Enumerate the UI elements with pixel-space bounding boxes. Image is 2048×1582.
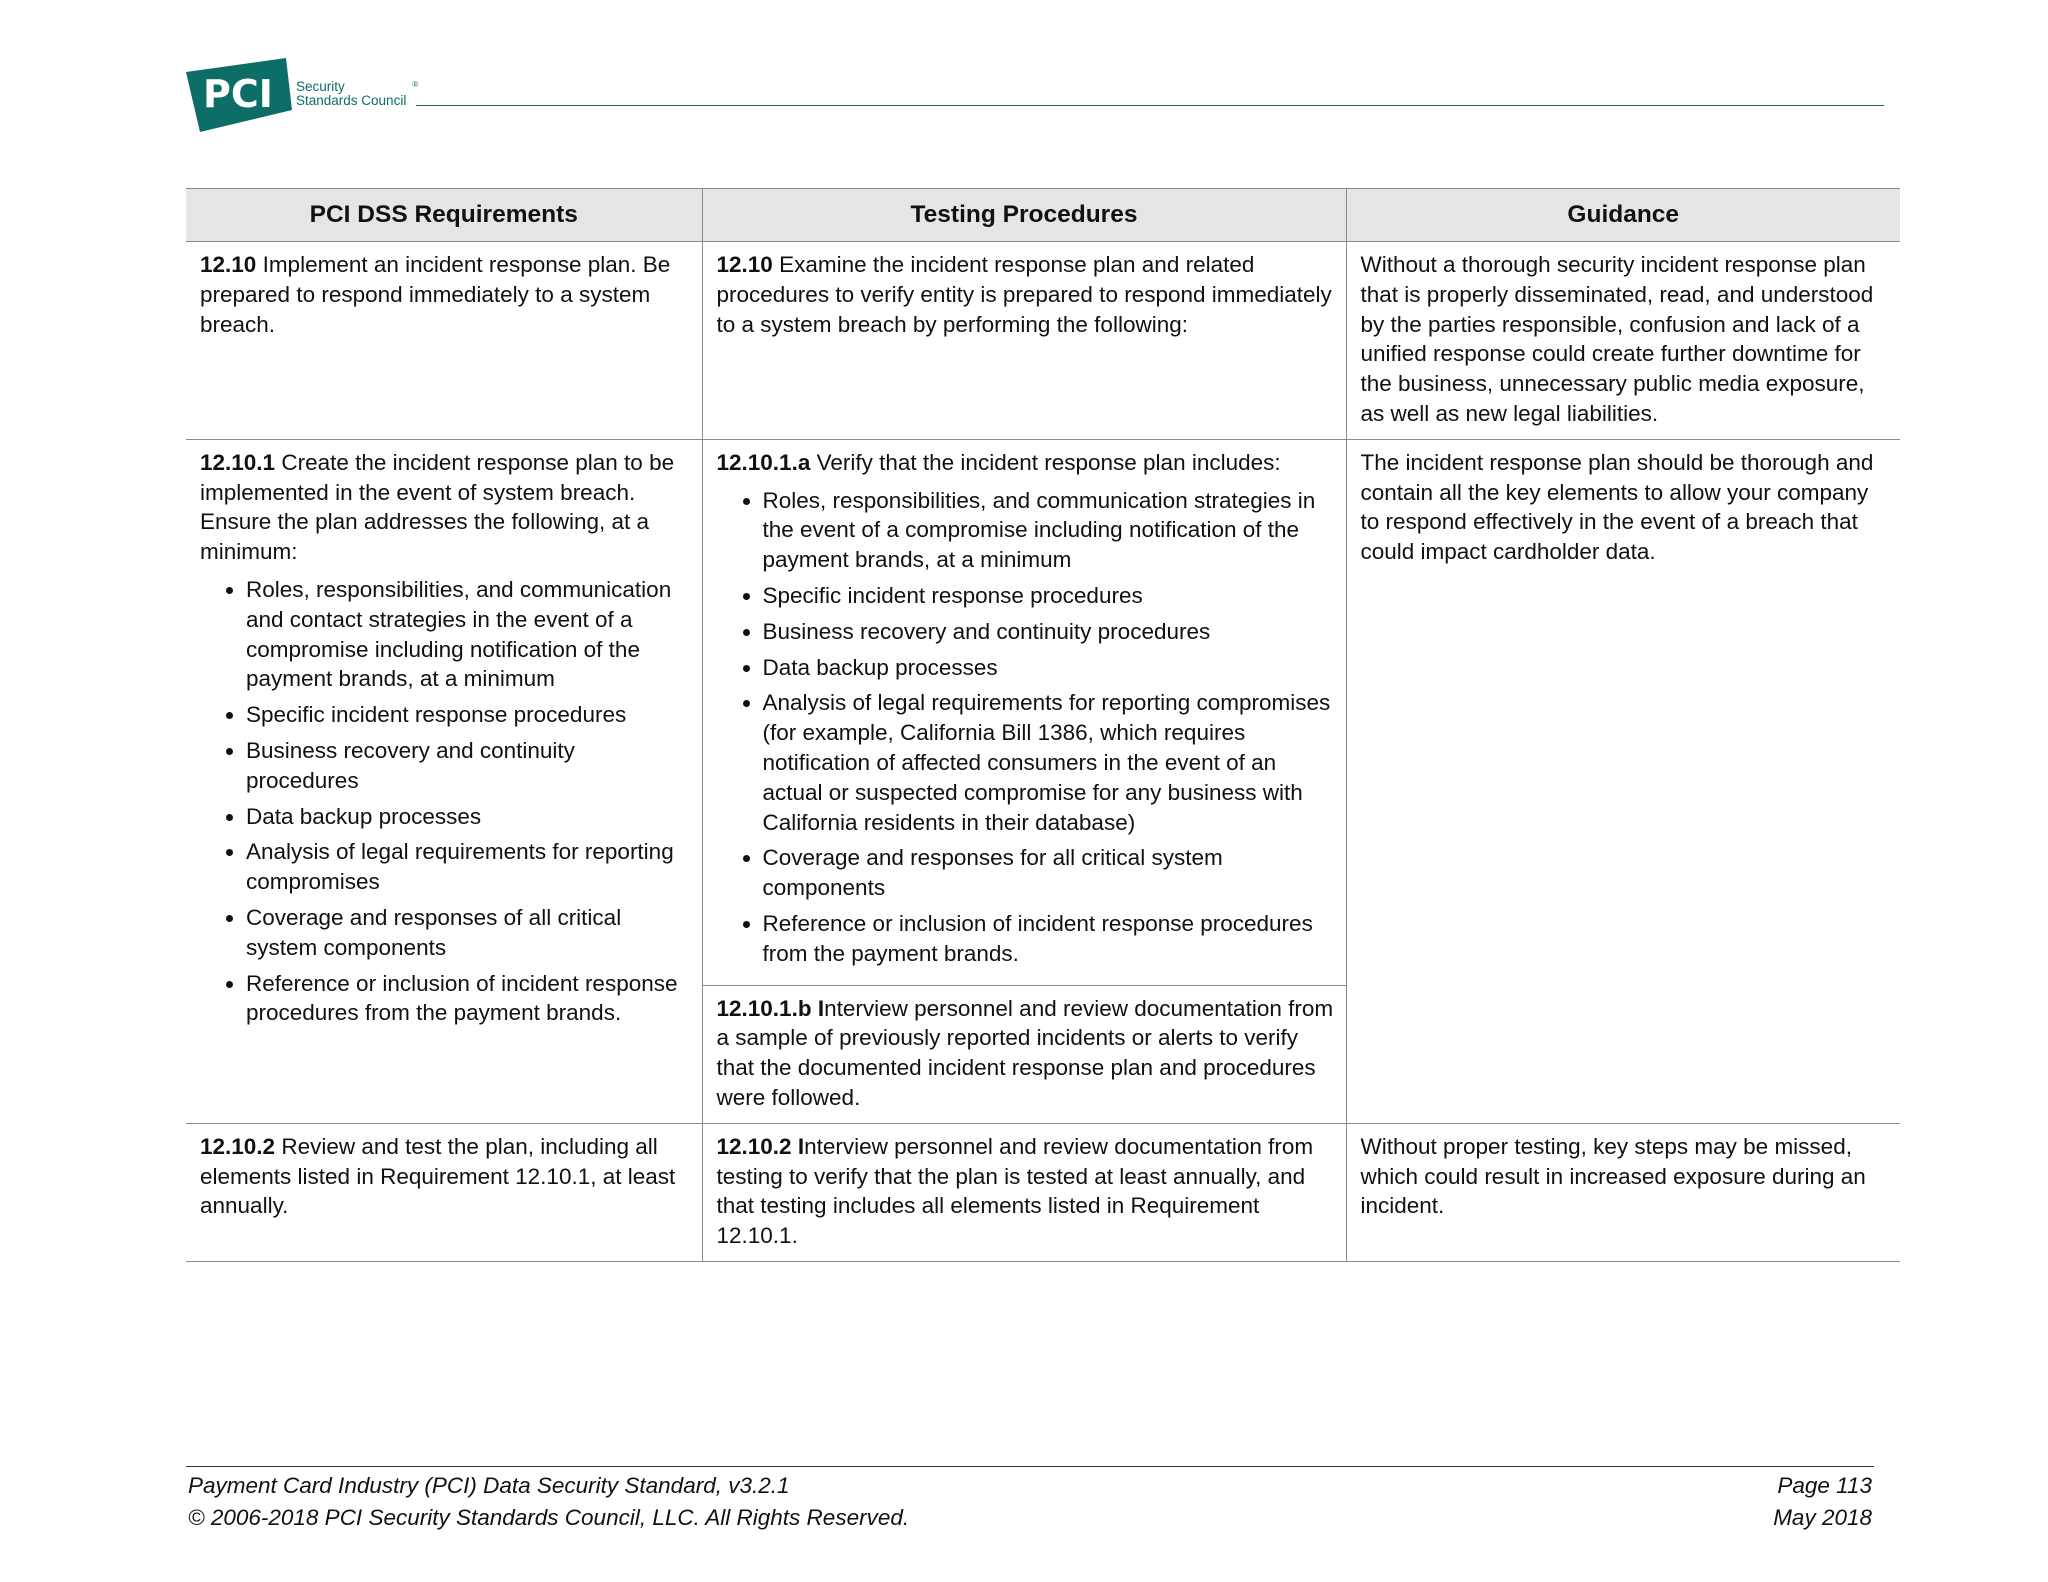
testing-ref: 12.10.1.b I bbox=[716, 995, 825, 1021]
list-item: • Reference or inclusion of incident response procedures from the payment brands. bbox=[246, 969, 690, 1029]
table-row bbox=[186, 1123, 1900, 1261]
list-item: • Business recovery and continuity procedures bbox=[246, 736, 690, 796]
testing-text: Verify that the incident response plan includes: bbox=[810, 449, 1281, 475]
table-row bbox=[186, 242, 1900, 440]
header-pci-dss-requirements: PCI DSS Requirements bbox=[186, 189, 702, 242]
testing-cell bbox=[702, 1123, 1346, 1261]
testing-text: nterview personnel and review documentation from a sample of previously reported incidents or alerts to verify that the documented incident response plan and procedures were followed. bbox=[716, 995, 1334, 1110]
testing-ref: 12.10.1.a bbox=[716, 449, 811, 475]
footer-copyright: © 2006-2018 PCI Security Standards Council, LLC. All Rights Reserved. bbox=[188, 1505, 910, 1530]
header-rule bbox=[416, 105, 1884, 106]
requirement-ref: 12.10.1 bbox=[200, 449, 276, 475]
requirement-ref: 12.10.2 bbox=[200, 1133, 276, 1159]
list-item: • Data backup processes bbox=[246, 802, 690, 832]
header-guidance: Guidance bbox=[1346, 189, 1900, 242]
footer-document-title: Payment Card Industry (PCI) Data Security Standard, v3.2.1 bbox=[188, 1473, 790, 1498]
requirements-table bbox=[186, 188, 1900, 1262]
footer-date: May 2018 bbox=[1773, 1505, 1872, 1530]
testing-text: Examine the incident response plan and related procedures to verify entity is prepared to respond immediately to a system breach by performing the following: bbox=[716, 252, 1332, 337]
guidance-cell bbox=[1346, 1123, 1900, 1261]
requirement-ref: 12.10 bbox=[200, 252, 257, 277]
list-item: • Roles, responsibilities, and communication strategies in the event of a compromise including notification of the payment brands, at a minimum bbox=[763, 486, 1334, 575]
testing-ref: 12.10.2 I bbox=[716, 1133, 805, 1159]
list-item: • Specific incident response procedures bbox=[246, 700, 690, 730]
registered-mark: ® bbox=[412, 80, 419, 89]
requirement-cell bbox=[186, 439, 702, 1123]
guidance-text: The incident response plan should be thorough and contain all the key elements to allow your company to respond effectively in the event of a breach that could impact cardholder data. bbox=[1360, 449, 1874, 565]
testing-text: nterview personnel and review documentation from testing to verify that the plan is tested at least annually, and that testing includes all elements listed in Requirement 12.10.1. bbox=[716, 1133, 1314, 1249]
requirement-text: Implement an incident response plan. Be prepared to respond immediately to a system breach. bbox=[200, 252, 671, 337]
requirement-cell bbox=[186, 242, 702, 440]
page-footer bbox=[188, 1470, 1872, 1534]
testing-bullet-list bbox=[717, 486, 1334, 969]
requirement-bullet-list bbox=[200, 575, 690, 1028]
guidance-text: Without proper testing, key steps may be missed, which could result in increased exposure during an incident. bbox=[1360, 1133, 1866, 1219]
logo-wordmark bbox=[296, 79, 419, 108]
header-testing-procedures: Testing Procedures bbox=[702, 189, 1346, 242]
list-item: • Reference or inclusion of incident response procedures from the payment brands. bbox=[763, 909, 1334, 969]
footer-page-number: Page 113 bbox=[1777, 1473, 1872, 1498]
list-item: • Coverage and responses of all critical system components bbox=[246, 903, 690, 963]
guidance-text: Without a thorough security incident response plan that is properly disseminated, read, and understood by the parties responsible, confusion and lack of a unified response could create further downtime for the business, unnecessary public media exposure, as well as new legal liabilities. bbox=[1360, 252, 1874, 426]
list-item: • Data backup processes bbox=[763, 653, 1334, 683]
list-item: • Analysis of legal requirements for reporting compromises bbox=[246, 837, 690, 897]
guidance-cell bbox=[1346, 242, 1900, 440]
requirement-text: Create the incident response plan to be implemented in the event of system breach. Ensure the plan addresses the following, at a minimum: bbox=[200, 449, 675, 565]
logo-sub-line1: Security bbox=[296, 79, 345, 94]
table-header-row bbox=[186, 189, 1900, 242]
list-item: • Analysis of legal requirements for reporting compromises (for example, California Bill 1386, which requires notification of affected consumers in the event of an actual or suspected compromise for any business with California residents in their database) bbox=[763, 688, 1334, 837]
svg-text:PCI: PCI bbox=[203, 72, 273, 116]
testing-cell bbox=[702, 439, 1346, 985]
list-item: • Business recovery and continuity procedures bbox=[763, 617, 1334, 647]
requirement-cell bbox=[186, 1123, 702, 1261]
list-item: • Specific incident response procedures bbox=[763, 581, 1334, 611]
list-item: • Roles, responsibilities, and communication and contact strategies in the event of a compromise including notification of the payment brands, at a minimum bbox=[246, 575, 690, 694]
testing-ref: 12.10 bbox=[716, 252, 773, 277]
pci-logo-icon bbox=[186, 58, 292, 132]
requirement-text: Review and test the plan, including all elements listed in Requirement 12.10.1, at least annually. bbox=[200, 1133, 676, 1219]
logo-sub-line2: Standards Council bbox=[296, 93, 407, 108]
table-row bbox=[186, 439, 1900, 985]
guidance-cell bbox=[1346, 439, 1900, 1123]
pci-logo bbox=[186, 58, 419, 132]
list-item: • Coverage and responses for all critical system components bbox=[763, 843, 1334, 903]
footer-rule bbox=[186, 1466, 1874, 1467]
testing-cell bbox=[702, 985, 1346, 1123]
testing-cell bbox=[702, 242, 1346, 440]
